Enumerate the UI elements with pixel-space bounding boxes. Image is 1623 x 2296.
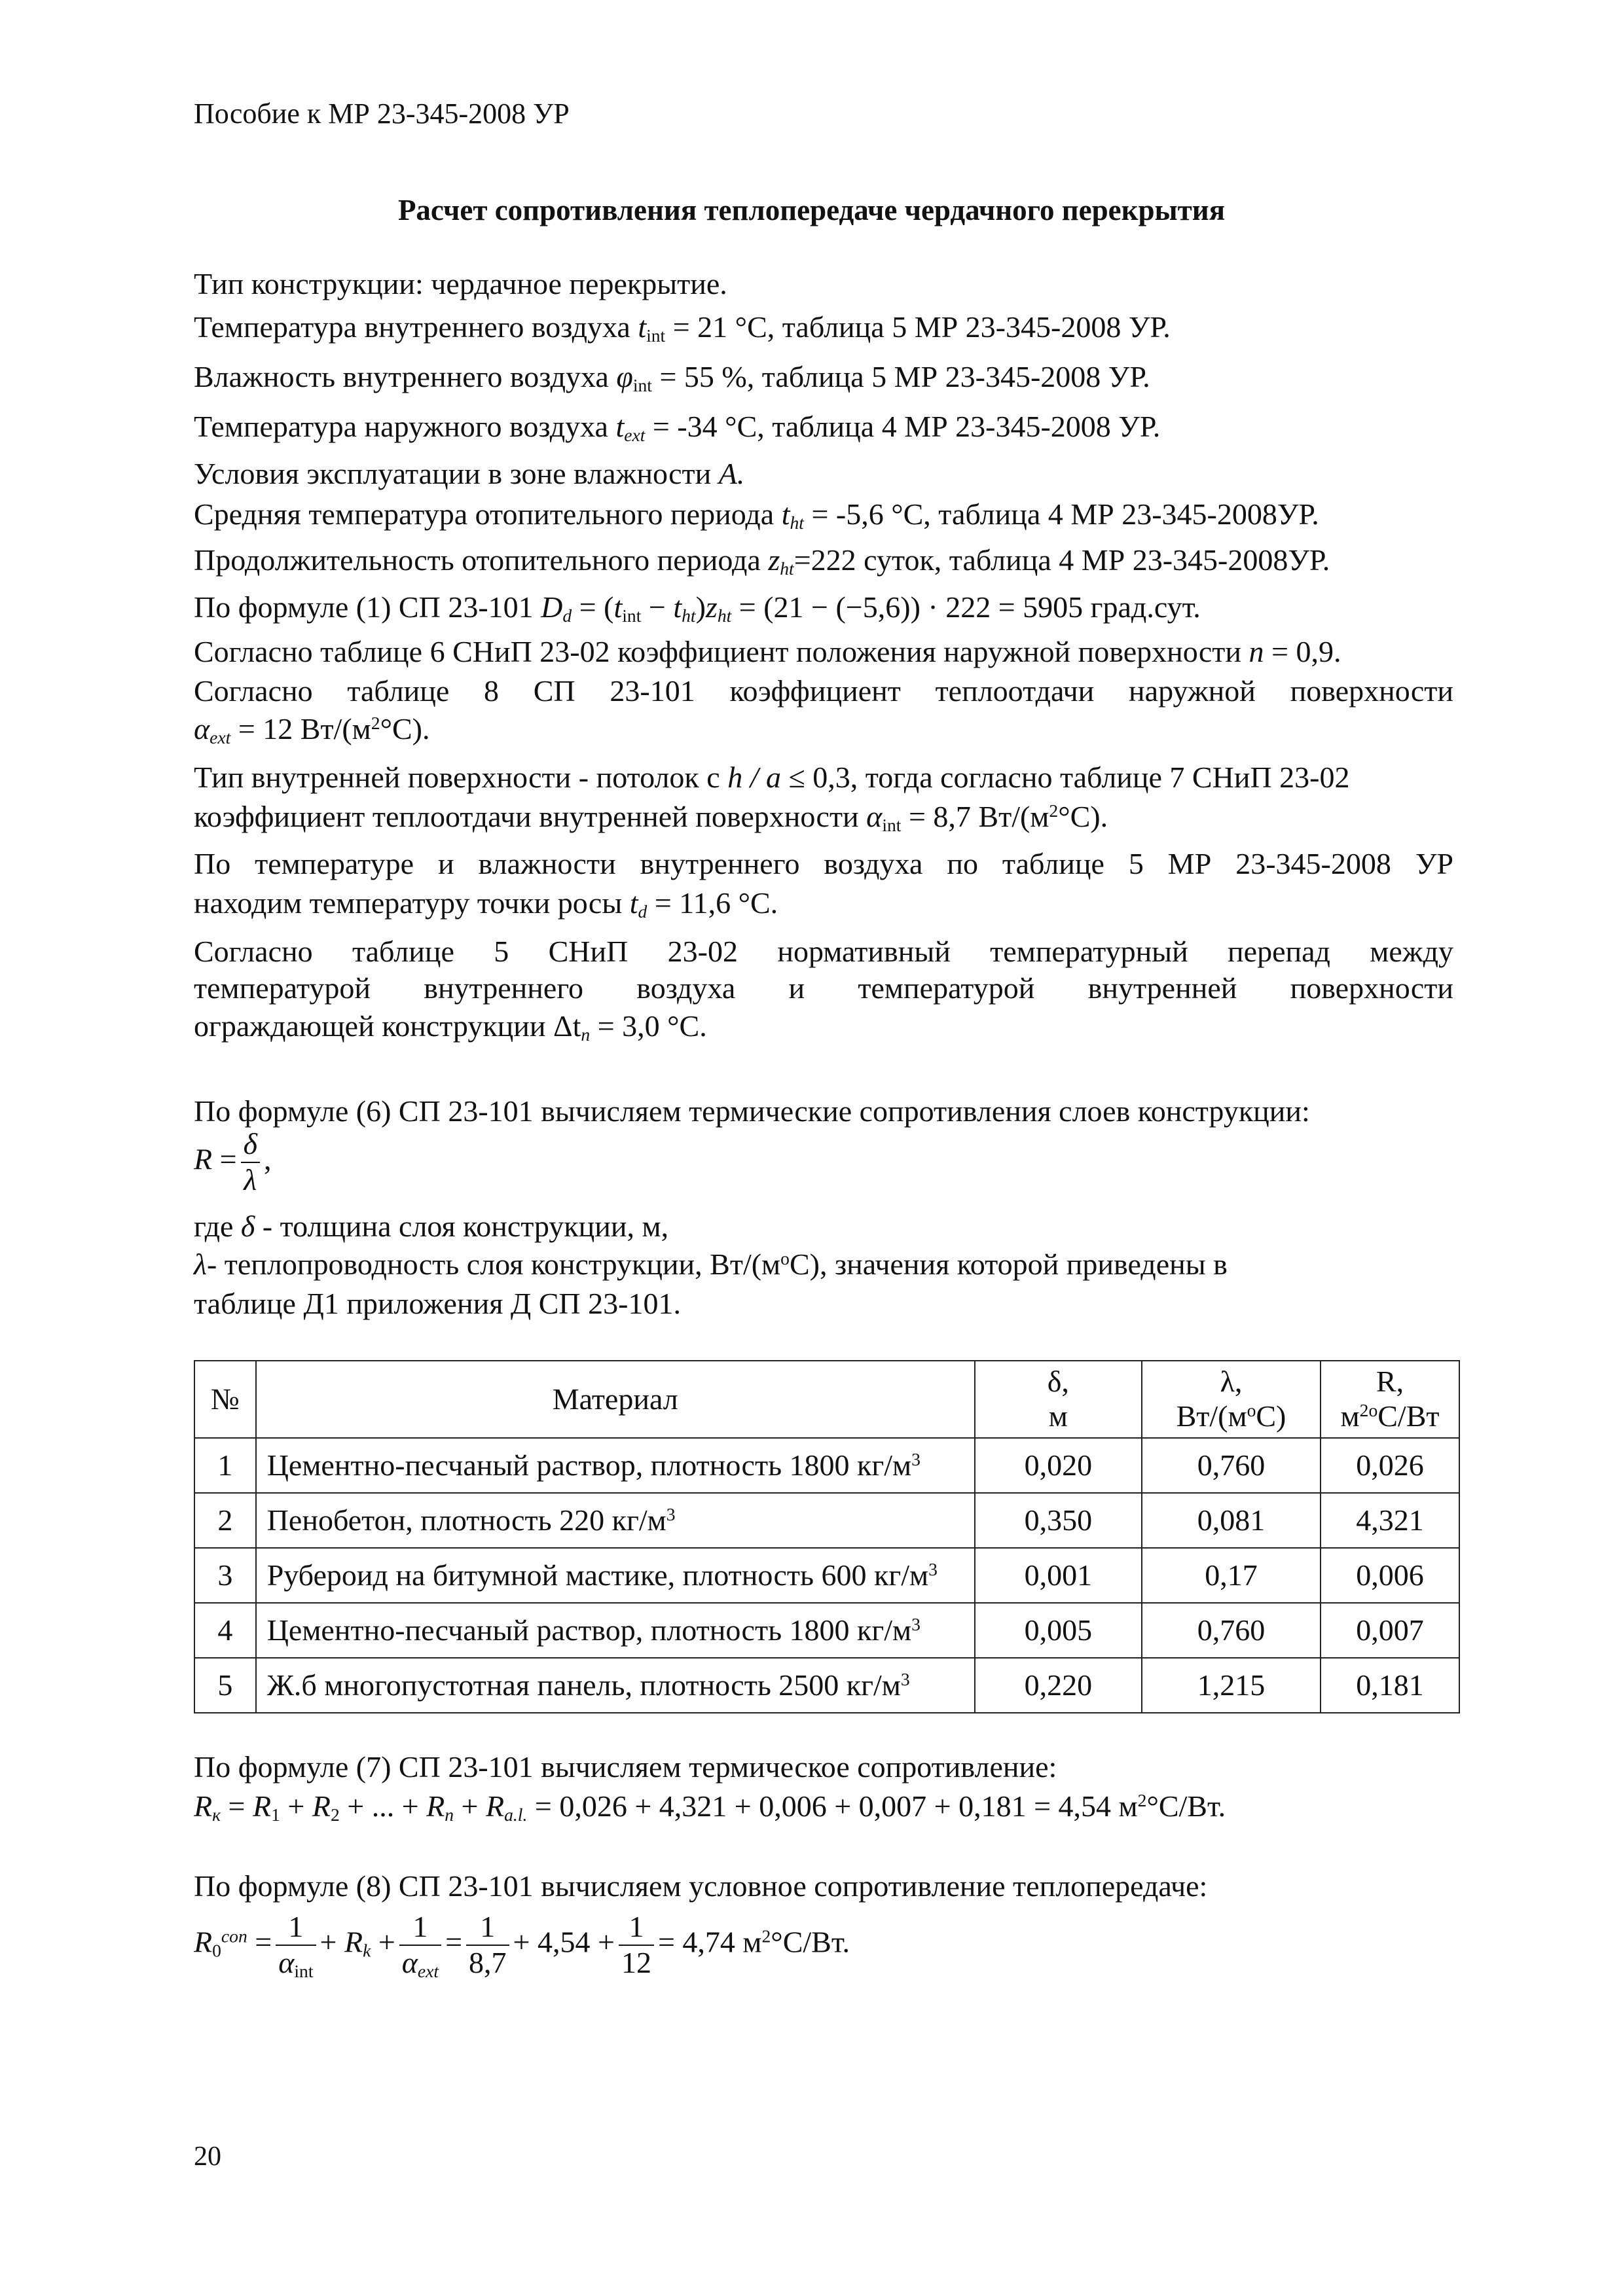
layers-table (194, 1360, 1460, 1713)
heating-period-temperature: Средняя температура отопительного периода $t_{ht} = -5,6$ °С, таблица 4 МР 23-345-2008УР. (194, 497, 1319, 533)
conditional-resistance-intro: По формуле (8) СП 23-101 вычисляем условное сопротивление теплопередаче: (194, 1869, 1208, 1903)
delta-definition: где δ - толщина слоя конструкции, м, (194, 1210, 669, 1243)
resistance-formula: R = $\frac{\delta}{\lambda}$ , (194, 1127, 272, 1196)
document-title: Расчет сопротивления теплопередаче чердачного перекрытия (397, 194, 1226, 226)
thermal-resistance-formula: $R_к = R_1 + R_2$ + ... + $R_n + R_{a.l.} = 0,026 + 4,321 + 0,006 + 0,007 + 0,181 = 4,54$ $м^2^\circ С/Вт$. (194, 1789, 1226, 1825)
fraction-inner: $\frac{1}{\alpha_{int}}$ (276, 1910, 316, 1981)
temperature-drop-value: ограждающей конструкции $\Delta t_n = 3,0$ °С. (194, 1009, 707, 1045)
table-row: 3 Рубероид на битумной мастике, плотность 600 $кг/м^3$ 0,001 0,17 0,006 (194, 1548, 1459, 1603)
temperature-drop-text-2: температурой внутреннего воздуха и температурой внутренней поверхности (194, 971, 1453, 1005)
table-header-row (194, 1361, 1459, 1438)
table-row: 4 Цементно-песчаный раствор, плотность 1800 $кг/м^3$ 0,005 0,760 0,007 (194, 1603, 1459, 1658)
construction-type: Тип конструкции: чердачное перекрытие. (194, 267, 727, 300)
page-header: Пособие к МР 23-345-2008 УР (194, 98, 570, 130)
outer-heat-transfer-value: $\alpha_{ext} = 12$ $Вт/(м^2^\circ С)$. (194, 712, 430, 747)
table-row: 1 Цементно-песчаный раствор, плотность 1800 $кг/м^3$ 0,020 0,760 0,026 (194, 1438, 1459, 1493)
dew-point-value: находим температуру точки росы $t_d = 11,6$ °С. (194, 886, 778, 922)
page-number: 20 (194, 2142, 221, 2172)
fraction-outer: $\frac{1}{\alpha_{ext}}$ (399, 1910, 441, 1981)
degree-days-formula: По формуле (1) СП 23-101 $D_d = (t_{int} - t_{ht})z_{ht} = (21 - (-5,6)) \cdot 222 = 5905$ град.сут. (194, 590, 1201, 626)
delta-over-lambda-fraction: $\frac{\delta}{\lambda}$ (241, 1127, 260, 1198)
heating-period-duration: Продолжительность отопительного периода $z_{ht}=222$ суток, таблица 4 МР 23-345-2008УР. (194, 543, 1330, 579)
col-conductivity: λ, $Вт/(м^oС)$ (1142, 1361, 1321, 1438)
humidity-zone: Условия эксплуатации в зоне влажности A. (194, 457, 745, 490)
fraction-outer-value: $\frac{1}{12}$ (619, 1910, 654, 1981)
lambda-definition-end: таблице Д1 приложения Д СП 23-101. (194, 1287, 681, 1320)
surface-position-coefficient: Согласно таблице 6 СНиП 23-02 коэффициент положения наружной поверхности n = 0,9. (194, 635, 1341, 668)
temperature-drop-text-1: Согласно таблице 5 СНиП 23-02 нормативный температурный перепад между (194, 935, 1453, 968)
inner-air-humidity: Влажность внутреннего воздуха $\varphi_{int} = 55$ %, таблица 5 МР 23-345-2008 УР. (194, 360, 1150, 395)
col-material: Материал (256, 1361, 975, 1438)
col-number: № (194, 1361, 256, 1438)
inner-heat-transfer: коэффициент теплоотдачи внутренней поверхности $\alpha_{int} = 8,7$ $Вт/(м^2^\circ С)$. (194, 800, 1108, 835)
table-row: 5 Ж.б многопустотная панель, плотность 2500 $кг/м^3$ 0,220 1,215 0,181 (194, 1658, 1459, 1713)
col-resistance: R, $м^{2o}С/Вт$ (1321, 1361, 1459, 1438)
ceiling-surface-type: Тип внутренней поверхности - потолок с h / a ≤ 0,3, тогда согласно таблице 7 СНиП 23-02 (194, 761, 1350, 794)
lambda-definition: λ- теплопроводность слоя конструкции, $Вт/(м^oС)$, значения которой приведены в (194, 1247, 1228, 1281)
outer-air-temperature: Температура наружного воздуха $t_{ext} = -34$ °С, таблица 4 МР 23-345-2008 УР. (194, 410, 1161, 445)
inner-air-temperature: Температура внутреннего воздуха $t_{int} = 21$ °С, таблица 5 МР 23-345-2008 УР. (194, 310, 1171, 346)
conditional-resistance-formula: $R_0^{con}$ = $\frac{1}{\alpha_{int}}$ + $R_k$ + $\frac{1}{\alpha_{ext}}$ = $\frac{1}{8,7}$ + 4,54 + $\frac{1}{12}$ = 4,74 $м^2^\circ С/Вт$. (194, 1910, 850, 1981)
thermal-resistance-intro: По формуле (7) СП 23-101 вычисляем термическое сопротивление: (194, 1750, 1057, 1784)
dew-point-text: По температуре и влажности внутреннего воздуха по таблице 5 МР 23-345-2008 УР (194, 847, 1453, 880)
outer-heat-transfer-text: Согласно таблице 8 СП 23-101 коэффициент теплоотдачи наружной поверхности (194, 674, 1453, 708)
layer-resistance-intro: По формуле (6) СП 23-101 вычисляем термические сопротивления слоев конструкции: (194, 1094, 1310, 1128)
fraction-inner-value: $\frac{1}{8,7}$ (466, 1910, 509, 1981)
col-thickness: δ, м (975, 1361, 1142, 1438)
table-row: 2 Пенобетон, плотность 220 $кг/м^3$ 0,350 0,081 4,321 (194, 1493, 1459, 1548)
